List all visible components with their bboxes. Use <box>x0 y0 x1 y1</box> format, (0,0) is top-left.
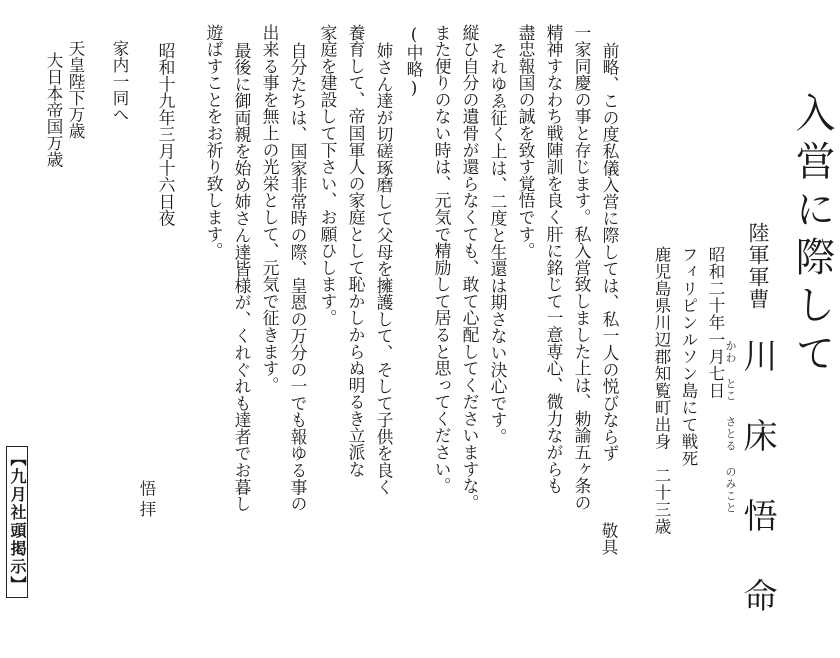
author-name: 川床悟命 <box>737 338 777 658</box>
author-name-reading: かわ とこ さとる のみこと <box>724 340 737 514</box>
closing-word: 敬具 <box>599 522 618 555</box>
letter-line: 家庭を建設して下さい、お願ひします。 <box>318 24 338 327</box>
notice-label: 【九月社頭掲示】 <box>6 446 28 598</box>
letter-line: 前略、この度私儀入営に際しては、私一人の悦びならず <box>600 42 620 462</box>
letter-line: 出来る事を無上の光栄として、元気で征きます。 <box>260 24 280 394</box>
letter-line: 姉さん達が切磋琢磨して父母を擁護して、そして子供を良く <box>374 42 394 496</box>
letter-line: 養育して、帝国軍人の家庭として恥かしからぬ明るき立派な <box>346 24 366 478</box>
letter-line: また便りのない時は、元気で精励して居ると思ってください。 <box>432 24 452 495</box>
letter-line: 精神すなわち戦陣訓を良く肝に銘じて一意専心、微力ながらも <box>544 24 564 495</box>
letter-line: 縦ひ自分の遺骨が還らなくても、敢て心配してくださいますな。 <box>460 24 480 511</box>
letter-line: 盡忠報国の誠を致す覚悟です。 <box>516 24 536 260</box>
letter-section-break: (中略) <box>404 24 424 98</box>
signature: 悟拝 <box>137 480 156 521</box>
author-rank: 陸軍軍曹 <box>746 222 770 310</box>
letter-line: 遊ばすことをお祈り致します。 <box>204 24 224 260</box>
letter-recipient: 家内一同へ <box>110 40 129 123</box>
banzai-emperor: 天皇陛下万歳 <box>66 40 85 139</box>
death-place: フィリピンルソン島にて戦死 <box>679 246 698 467</box>
letter-date: 昭和十九年三月十六日夜 <box>156 42 176 227</box>
letter-line: 一家同慶の事と存じます。私入営致しました上は、勅諭五ヶ条の <box>572 24 592 511</box>
hometown-age: 鹿児島県川辺郡知覧町出身 二十三歳 <box>652 246 671 535</box>
death-date: 昭和二十年一月七日 <box>706 246 725 399</box>
letter-line: それゆゑ征く上は、二度と生還は期さない決心です。 <box>488 42 508 445</box>
letter-line: 自分たちは、国家非常時の際、皇恩の万分の一でも報ゆる事の <box>288 42 308 513</box>
letter-line: 最後に御両親を始め姉さん達皆様が、くれぐれも達者でお暮し <box>232 42 252 513</box>
document-title: 入営に際して <box>789 92 835 380</box>
banzai-empire: 大日本帝国万歳 <box>44 52 63 168</box>
